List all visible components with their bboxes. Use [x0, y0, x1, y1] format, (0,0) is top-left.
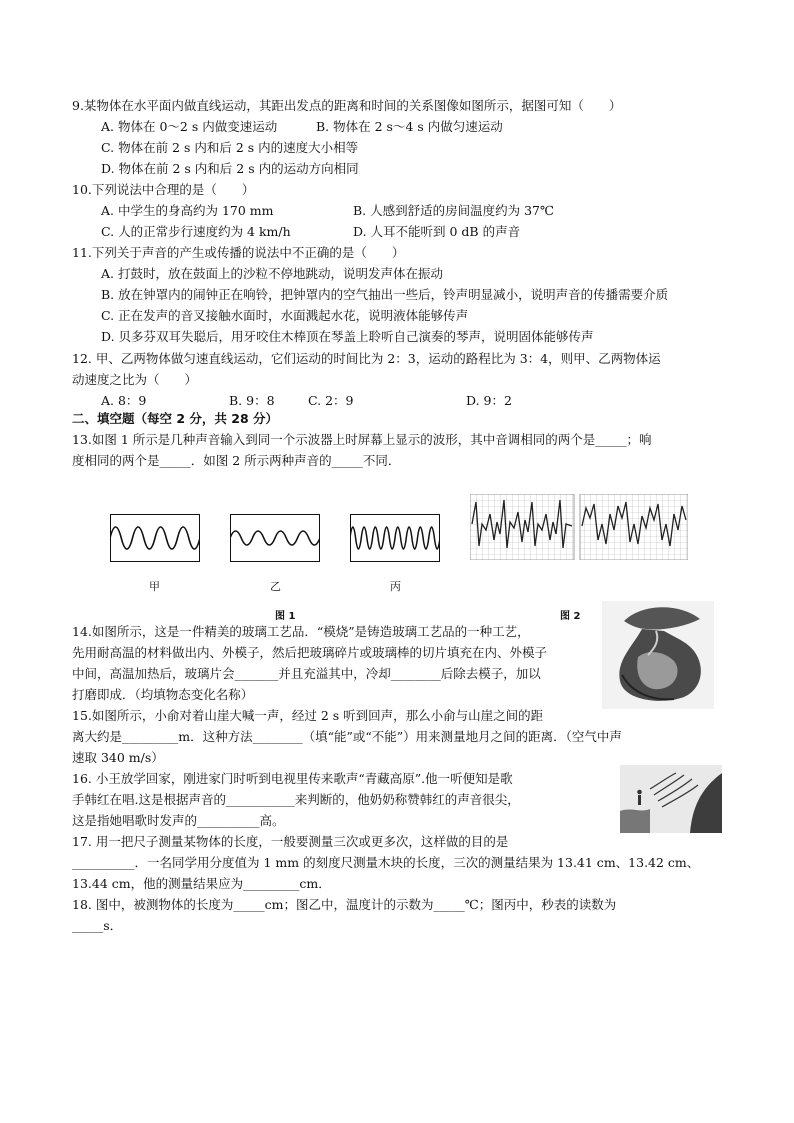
q14-line2: 先用耐高温的材料做出内、外模子，然后把玻璃碎片或玻璃棒的切片填充在内、外模子: [72, 645, 548, 660]
q17-line3: 13.44 cm，他的测量结果应为_________cm．: [72, 876, 331, 891]
q13-line2: 度相同的两个是_____．如图 2 所示两种声音的_____不同．: [72, 453, 401, 468]
q10-option-d: D. 人耳不能听到 0 dB 的声音: [353, 224, 521, 239]
q12-option-a: A. 8：9: [101, 393, 147, 408]
q15-line2: 离大约是_________m．这种方法________（填“能”或“不能”）用来测量地月之间的距离．（空气中声: [72, 729, 622, 744]
waveform-yi: [230, 514, 320, 562]
q16-line2: 手韩红在唱.这是根据声音的___________来判断的，他奶奶称赞韩红的声音很尖，: [72, 792, 520, 807]
q12-option-c: C. 2：9: [308, 393, 354, 408]
q11-option-c: C. 正在发声的音叉接触水面时，水面溅起水花，说明液体能够传声: [101, 308, 469, 323]
q14-line1: 14.如图所示，这是一件精美的玻璃工艺品．“模烧”是铸造玻璃工艺品的一种工艺，: [72, 624, 530, 639]
q13-line1: 13.如图 1 所示是几种声音输入到同一个示波器上时屏幕上显示的波形，其中音调相同的两个是_____；响: [72, 432, 652, 447]
q9-option-b: B. 物体在 2 s～4 s 内做匀速运动: [316, 119, 503, 134]
q11-stem: 11.下列关于声音的产生或传播的说法中不正确的是（ ）: [72, 245, 405, 260]
q9-option-c: C. 物体在前 2 s 内和后 2 s 内的速度大小相等: [101, 140, 359, 155]
glass-artwork-photo: [602, 601, 714, 709]
q9-option-a: A. 物体在 0～2 s 内做变速运动: [101, 119, 278, 134]
q12-stem-line2: 动速度之比为（ ）: [72, 372, 198, 387]
wave-label-jia: 甲: [149, 580, 160, 593]
wave-label-yi: 乙: [270, 580, 281, 593]
figure-1-caption: 图 1: [275, 611, 296, 622]
q15-line3: 速取 340 m/s）: [72, 750, 164, 765]
q12-option-d: D. 9：2: [466, 393, 512, 408]
q12-stem-line1: 12. 甲、乙两物体做匀速直线运动，它们运动的时间比为 2：3，运动的路程比为 3：4，则甲、乙两物体运: [72, 351, 661, 366]
q16-line1: 16. 小王放学回家，刚进家门时听到电视里传来歌声“青藏高原”.他一听便知是歌: [72, 771, 513, 786]
q10-option-b: B. 人感到舒适的房间温度约为 37℃: [353, 203, 554, 218]
q9-option-d: D. 物体在前 2 s 内和后 2 s 内的运动方向相同: [101, 161, 359, 176]
q18-line2: _____s．: [72, 918, 123, 933]
q14-line4: 打磨即成．（均填物态变化名称）: [72, 687, 254, 702]
oscillogram-figure-2: [470, 494, 688, 560]
figure-2-caption: 图 2: [560, 611, 581, 622]
q17-line1: 17. 用一把尺子测量某物体的长度，一般要测量三次或更多次，这样做的目的是: [72, 834, 509, 849]
q18-line1: 18. 图中，被测物体的长度为_____cm；图乙中，温度计的示数为_____℃；图丙中，秒表的读数为: [72, 897, 617, 912]
q16-line3: 这是指她唱歌时发声的__________高。: [72, 813, 285, 828]
section-heading-fill-in: 二、填空题（每空 2 分，共 28 分）: [72, 411, 279, 426]
q10-option-a: A. 中学生的身高约为 170 mm: [101, 203, 274, 218]
waveform-bing: [350, 514, 440, 562]
q9-stem: 9.某物体在水平面内做直线运动，其距出发点的距离和时间的关系图像如图所示，据图可知（ ）: [72, 98, 622, 113]
waveform-jia: [110, 514, 200, 562]
cliff-echo-photo: [620, 765, 722, 833]
q11-option-b: B. 放在钟罩内的闹钟正在响铃，把钟罩内的空气抽出一些后，铃声明显减小，说明声音的传播需要介质: [101, 287, 669, 302]
q17-line2: __________．一名同学用分度值为 1 mm 的刻度尺测量木块的长度，三次的测量结果为 13.41 cm、13.42 cm、: [72, 855, 700, 870]
q11-option-a: A. 打鼓时，放在鼓面上的沙粒不停地跳动，说明发声体在振动: [101, 266, 443, 281]
q14-line3: 中间，高温加热后，玻璃片会_______并且充溢其中，冷却________后除去模子，加以: [72, 666, 541, 681]
q10-stem: 10.下列说法中合理的是（ ）: [72, 182, 255, 197]
wave-label-bing: 丙: [390, 580, 401, 593]
q11-option-d: D. 贝多芬双耳失聪后，用牙咬住木棒顶在琴盖上聆听自己演奏的琴声，说明固体能够传声: [101, 329, 594, 344]
q15-line1: 15.如图所示，小俞对着山崖大喊一声，经过 2 s 听到回声，那么小俞与山崖之间的距: [72, 708, 544, 723]
q10-option-c: C. 人的正常步行速度约为 4 km/h: [101, 224, 291, 239]
q12-option-b: B. 9：8: [229, 393, 275, 408]
